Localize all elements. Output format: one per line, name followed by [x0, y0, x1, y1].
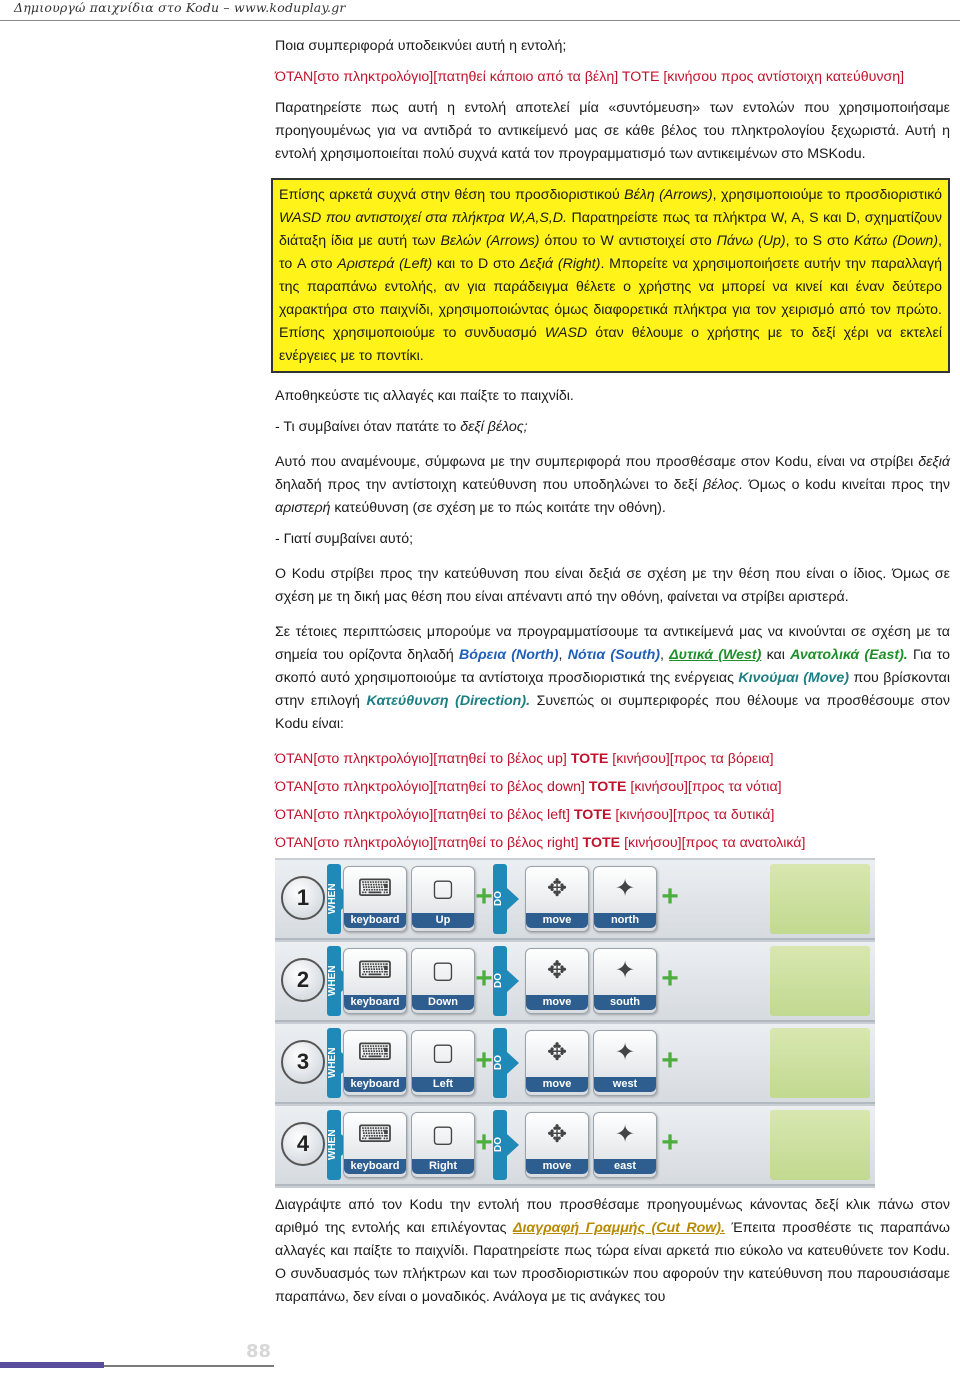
add-plus-icon[interactable]: +	[475, 1044, 493, 1077]
key-icon: ▢	[431, 875, 455, 902]
p4-d: Συνεπώς οι συμπεριφορές που θέλουμε να προσθέσουμε στον Kodu είναι:	[275, 693, 951, 732]
do-band	[493, 1110, 507, 1180]
when-band	[327, 1028, 341, 1098]
action-tile[interactable]	[525, 866, 589, 932]
tile-label: move	[526, 1159, 588, 1174]
when-band	[327, 1110, 341, 1180]
tile-label: keyboard	[344, 1077, 406, 1092]
kodu-row[interactable]	[275, 860, 875, 940]
key-icon: ▢	[431, 957, 455, 984]
filter-tile[interactable]	[411, 1112, 475, 1178]
row-number[interactable]: 3	[281, 1040, 325, 1084]
filter-tile[interactable]	[411, 1030, 475, 1096]
modifier-tile[interactable]	[593, 866, 657, 932]
page-content-bottom	[275, 1194, 950, 1309]
modifier-tile[interactable]	[593, 1030, 657, 1096]
compass-icon: ✦	[614, 1039, 636, 1066]
rule-down	[275, 776, 950, 799]
tile-label: keyboard	[344, 1159, 406, 1174]
when-band	[327, 864, 341, 934]
when-band	[327, 946, 341, 1016]
row-empty-slot	[770, 864, 870, 934]
p2-d: βέλος.	[703, 477, 744, 493]
modifier-tile[interactable]	[593, 948, 657, 1014]
rule-when: ΌΤΑΝ	[275, 751, 314, 767]
rule-condition: [στο πληκτρολόγιο][πατηθεί το βέλος down]	[313, 779, 589, 795]
row-number[interactable]: 2	[281, 958, 325, 1002]
rule-when: ΌΤΑΝ	[275, 779, 314, 795]
move-icon: ✥	[546, 875, 568, 902]
add-plus-icon[interactable]: +	[475, 1126, 493, 1159]
rule-then: ΤΟΤΕ	[588, 779, 627, 795]
keyboard-icon: ⌨	[357, 957, 393, 984]
do-arrow-icon	[507, 970, 519, 992]
move-icon: ✥	[546, 1039, 568, 1066]
p4-a: Σε τέτοιες περιπτώσεις μπορούμε να προγραμματίσουμε τα αντικείμενά μας να κινούνται σε σχέση με τα σημεία του ορίζοντα δηλαδή	[275, 624, 950, 663]
p2-a: Αυτό που αναμένουμε, σύμφωνα με την συμπεριφορά που προσθέσαμε στον Kodu, είναι να στρίβει	[275, 454, 919, 470]
box-text-1: Επίσης αρκετά συχνά στην θέση του προσδιοριστικού	[279, 187, 625, 203]
box-text-11: , το A στο	[279, 233, 942, 272]
running-header: Δημιουργώ παιχνίδια στο Kodu – www.koduplay.gr	[14, 0, 346, 15]
page-number: 88	[246, 1341, 272, 1362]
tile-label: keyboard	[344, 995, 406, 1010]
when-label: WHEN	[327, 1129, 338, 1161]
rule-then: ΤΟΤΕ	[573, 807, 612, 823]
keyboard-icon: ⌨	[357, 875, 393, 902]
rule-condition: [στο πληκτρολόγιο][πατηθεί το βέλος up]	[313, 751, 571, 767]
box-arrows-2: Βελών (Arrows)	[440, 233, 540, 249]
p2-f: αριστερή	[275, 500, 331, 516]
kodu-row[interactable]	[275, 1106, 875, 1186]
p2-b: δεξιά	[918, 454, 950, 470]
sensor-tile[interactable]	[343, 1112, 407, 1178]
p4-direction: Κατεύθυνση (Direction).	[366, 693, 531, 709]
do-band	[493, 1028, 507, 1098]
box-text-17: όταν θέλουμε ο χρήστης με το δεξί χέρι να εκτελεί ενέργειες με το ποντίκι.	[279, 325, 942, 364]
row-number[interactable]: 1	[281, 876, 325, 920]
add-plus-icon[interactable]: +	[475, 962, 493, 995]
row-empty-slot	[770, 946, 870, 1016]
when-label: WHEN	[327, 965, 338, 997]
question-right-italic: δεξί βέλος;	[460, 419, 528, 435]
tile-label: north	[594, 913, 656, 928]
do-label: DO	[493, 1055, 504, 1071]
row-empty-slot	[770, 1110, 870, 1180]
compass-icon: ✦	[614, 1121, 636, 1148]
tile-label: Up	[412, 913, 474, 928]
tile-label: move	[526, 1077, 588, 1092]
paragraph-compass	[275, 621, 950, 736]
compass-icon: ✦	[614, 957, 636, 984]
move-icon: ✥	[546, 1121, 568, 1148]
do-arrow-icon	[507, 1052, 519, 1074]
rule-action: [κινήσου][προς τα δυτικά]	[611, 807, 775, 823]
move-icon: ✥	[546, 957, 568, 984]
rule-then: ΤΟΤΕ	[570, 751, 609, 767]
footer-bar	[0, 1362, 104, 1368]
box-text-13: και το D στο	[432, 256, 520, 272]
tile-label: west	[594, 1077, 656, 1092]
rule-action: [κινήσου][προς τα νότια]	[626, 779, 782, 795]
when-label: WHEN	[327, 883, 338, 915]
tile-label: Left	[412, 1077, 474, 1092]
box-text-3: , χρησιμοποιούμε το προσδιοριστικό	[712, 187, 943, 203]
when-label: WHEN	[327, 1047, 338, 1079]
box-left: Αριστερά (Left)	[337, 256, 433, 272]
box-up: Πάνω (Up)	[716, 233, 786, 249]
paragraph-shortcut: Παρατηρείστε πως αυτή η εντολή αποτελεί μία «συντόμευση» των εντολών που χρησιμοποιήσαμε προηγουμένως για να αντιδρά το αντικείμενό μας σε κάθε βέλος του πληκτρολογίου ξεχωριστά. Αυτή η εντολή χρησιμοποιείται πολύ συχνά κατά τον προγραμματισμό των αντικειμένων στο MSKodu.	[275, 100, 950, 162]
action-tile[interactable]	[525, 1030, 589, 1096]
keyboard-icon: ⌨	[357, 1121, 393, 1148]
compass-icon: ✦	[614, 875, 636, 902]
tile-label: Right	[412, 1159, 474, 1174]
add-plus-icon[interactable]: +	[661, 962, 679, 995]
rule-left	[275, 804, 950, 827]
kodu-row[interactable]	[275, 1024, 875, 1104]
add-plus-icon[interactable]: +	[661, 1044, 679, 1077]
key-icon: ▢	[431, 1039, 455, 1066]
kodu-program-screenshot	[275, 858, 875, 1188]
sensor-tile[interactable]	[343, 948, 407, 1014]
box-wasd-2: WASD	[544, 325, 588, 341]
question-why: - Γιατί συμβαίνει αυτό;	[275, 531, 414, 547]
p4-east: Ανατολικά (East).	[790, 647, 908, 663]
p4-c: που βρίσκονται στην επιλογή	[275, 670, 951, 709]
do-arrow-icon	[507, 888, 519, 910]
modifier-tile[interactable]	[593, 1112, 657, 1178]
rule-condition: [στο πληκτρολόγιο][πατηθεί το βέλος left]	[313, 807, 574, 823]
paragraph-cut-row	[275, 1194, 950, 1309]
rule-condition: [στο πληκτρολόγιο][πατηθεί το βέλος right]	[313, 835, 583, 851]
rule-then: ΤΟΤΕ	[582, 835, 621, 851]
p4-move: Κινούμαι (Move)	[738, 670, 850, 686]
row-empty-slot	[770, 1028, 870, 1098]
wasd-highlight-box	[271, 178, 950, 373]
footer-rule	[104, 1365, 274, 1367]
question-right-arrow	[275, 416, 950, 439]
tile-label: Down	[412, 995, 474, 1010]
p4-north: Βόρεια (North)	[459, 647, 559, 663]
rule-intro: ΌΤΑΝ[στο πληκτρολόγιο][πατηθεί κάποιο από τα βέλη] ΤΟΤΕ [κινήσου προς αντίστοιχη κατεύθυνση]	[275, 69, 905, 85]
box-text-7: όπου το W αντιστοιχεί στο	[539, 233, 717, 249]
tile-label: south	[594, 995, 656, 1010]
key-icon: ▢	[431, 1121, 455, 1148]
filter-tile[interactable]	[411, 866, 475, 932]
rule-action: [κινήσου][προς τα ανατολικά]	[620, 835, 806, 851]
p4-comma1: ,	[558, 647, 568, 663]
box-wasd: WASD που αντιστοιχεί στα πλήκτρα W,A,S,D.	[279, 210, 567, 226]
sensor-tile[interactable]	[343, 1030, 407, 1096]
page-content	[275, 35, 950, 855]
do-label: DO	[493, 973, 504, 989]
p2-c: δηλαδή προς την αντίστοιχη κατεύθυνση που υποδηλώνει το δεξί	[275, 477, 704, 493]
header-rule	[0, 20, 960, 21]
box-arrows: Βέλη (Arrows)	[624, 187, 713, 203]
box-text-5: Παρατηρείστε πως τα πλήκτρα W, A, S και D, σχηματίζουν διάταξη ίδια με αυτή των	[279, 210, 942, 249]
rule-action: [κινήσου][προς τα βόρεια]	[608, 751, 774, 767]
box-text-15: . Μπορείτε να χρησιμοποιήσετε αυτήν την παραλλαγή της παραπάνω εντολής, αν για παράδειγμα θέλετε ο χρήστης να μπορεί να κινεί και έναν δεύτερο χαρακτήρα στο παιχνίδι, χρησιμοποιώντας όμως διαφορετικά πλήκτρα για τον χειρισμό από τον πρώτο. Επίσης χρησιμοποιούμε το συνδυασμό	[279, 256, 942, 341]
rule-up	[275, 748, 950, 771]
keyboard-icon: ⌨	[357, 1039, 393, 1066]
kodu-row[interactable]	[275, 942, 875, 1022]
do-label: DO	[493, 1137, 504, 1153]
do-arrow-icon	[507, 1134, 519, 1156]
p2-g: κατεύθυνση (σε σχέση με το πώς κοιτάτε την οθόνη).	[330, 500, 666, 516]
box-down: Κάτω (Down)	[853, 233, 939, 249]
tile-label: move	[526, 995, 588, 1010]
rule-list	[275, 748, 950, 855]
p4-comma2: ,	[660, 647, 670, 663]
save-and-play: Αποθηκεύστε τις αλλαγές και παίξτε το παιχνίδι.	[275, 388, 574, 404]
filter-tile[interactable]	[411, 948, 475, 1014]
box-right: Δεξιά (Right)	[519, 256, 601, 272]
question-right-text: - Τι συμβαίνει όταν πατάτε το	[275, 419, 461, 435]
p5-b: Έπειτα προσθέστε τις παραπάνω αλλαγές και παίξτε το παιχνίδι. Παρατηρείστε πως τώρα είναι αρκετά πιο εύκολο να κατευθύνετε τον Kodu. Ο συνδυασμός των πλήκτρων και των προσδιοριστικών που αφορούν την κατεύθυνση που παρουσιάσαμε παραπάνω, δεν είναι ο μοναδικός. Ανάλογα με τις ανάγκες του	[275, 1220, 950, 1305]
do-band	[493, 946, 507, 1016]
add-plus-icon[interactable]: +	[661, 880, 679, 913]
action-tile[interactable]	[525, 1112, 589, 1178]
wasd-paragraph	[279, 184, 942, 368]
p4-and: και	[761, 647, 791, 663]
p4-b: Για το σκοπό αυτό χρησιμοποιούμε τα αντίστοιχα προσδιοριστικά της ενέργειας	[275, 647, 951, 686]
p2-e: Όμως ο kodu κινείται προς την	[743, 477, 950, 493]
p5-a: Διαγράψτε από τον Kodu την εντολή που προσθέσαμε προηγουμένως κάνοντας δεξί κλικ πάνω στον αριθμό της εντολής και επιλέγοντας	[275, 1197, 950, 1236]
box-text-9: , το S στο	[785, 233, 854, 249]
question-behavior: Ποια συμπεριφορά υποδεικνύει αυτή η εντολή;	[275, 38, 567, 54]
p4-west: Δυτικά (West)	[669, 647, 762, 663]
rule-when: ΌΤΑΝ	[275, 835, 314, 851]
sensor-tile[interactable]	[343, 866, 407, 932]
rule-right	[275, 832, 950, 855]
do-band	[493, 864, 507, 934]
paragraph-explanation: Ο Kodu στρίβει προς την κατεύθυνση που είναι δεξιά σε σχέση με την θέση που είναι ο ίδιος. Όμως σε σχέση με τη δική μας θέση που είναι απέναντι από την οθόνη, φαίνεται να στρίβει αριστερά.	[275, 566, 950, 605]
tile-label: move	[526, 913, 588, 928]
do-label: DO	[493, 891, 504, 907]
p4-south: Νότια (South)	[567, 647, 660, 663]
tile-label: keyboard	[344, 913, 406, 928]
action-tile[interactable]	[525, 948, 589, 1014]
rule-when: ΌΤΑΝ	[275, 807, 314, 823]
add-plus-icon[interactable]: +	[661, 1126, 679, 1159]
p5-cut-row: Διαγραφή Γραμμής (Cut Row).	[512, 1220, 725, 1236]
row-number[interactable]: 4	[281, 1122, 325, 1166]
tile-label: east	[594, 1159, 656, 1174]
add-plus-icon[interactable]: +	[475, 880, 493, 913]
paragraph-expectation	[275, 451, 950, 520]
